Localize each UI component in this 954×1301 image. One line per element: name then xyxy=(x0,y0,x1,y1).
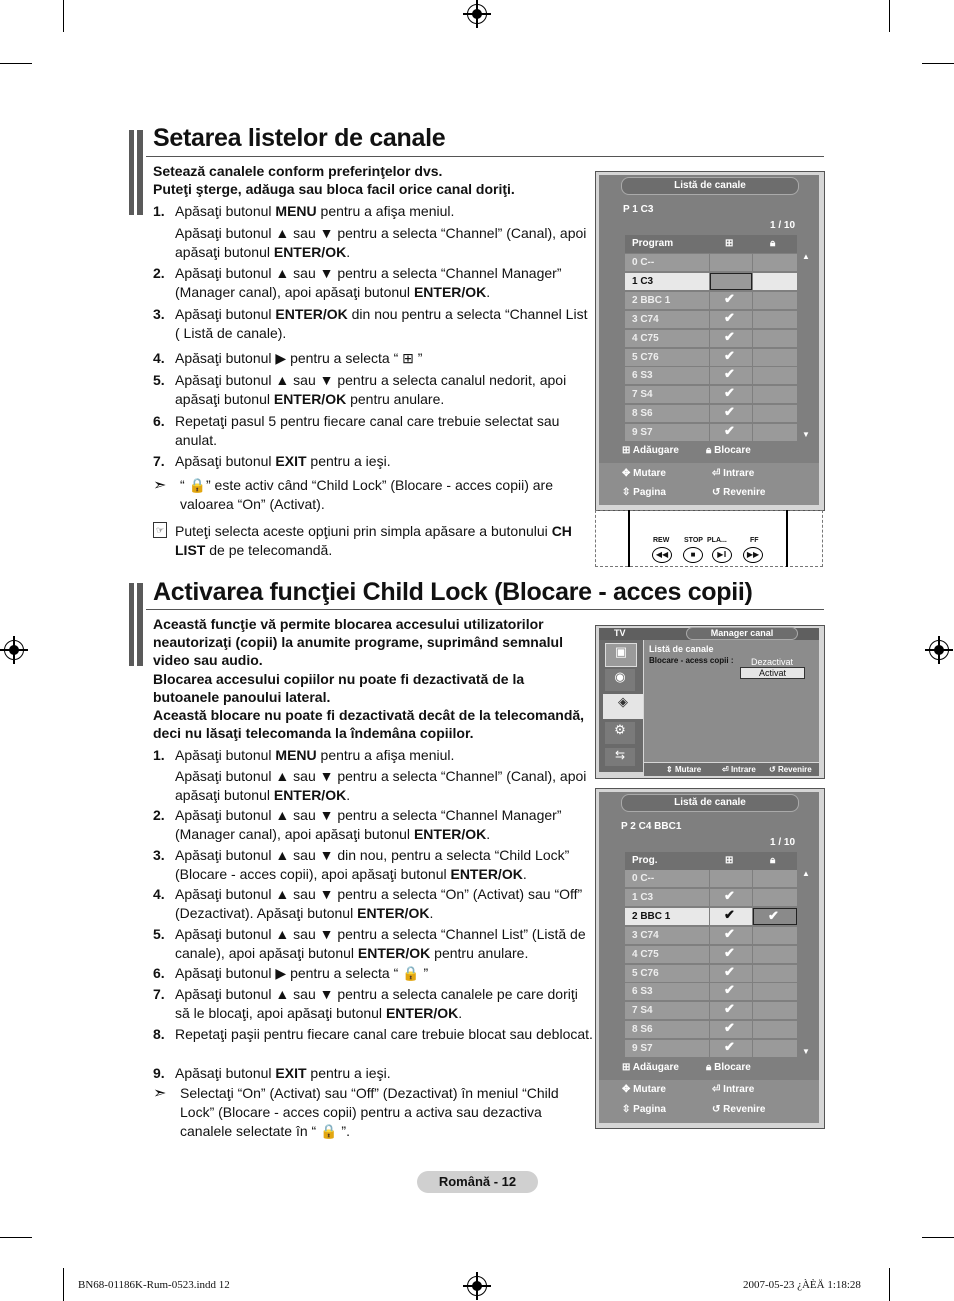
lock-cell[interactable] xyxy=(753,889,797,906)
channel-row[interactable] xyxy=(625,273,797,290)
section1-step xyxy=(153,202,593,221)
step-number: 3. xyxy=(153,847,165,863)
channel-label: 7 S4 xyxy=(625,386,709,403)
section-marker xyxy=(129,583,143,666)
channel-label: 6 S3 xyxy=(625,983,709,1000)
osd1-page: 1 / 10 xyxy=(770,220,796,231)
step-number: 1. xyxy=(153,747,165,763)
add-cell[interactable] xyxy=(710,946,752,963)
section2-intro-line: butoanele panoului lateral. xyxy=(153,688,331,705)
channel-label: 6 S3 xyxy=(625,367,709,384)
check-icon: ✔ xyxy=(724,404,735,420)
scroll-up-icon[interactable]: ▲ xyxy=(802,252,810,261)
add-cell[interactable] xyxy=(710,311,752,328)
channel-label: 1 C3 xyxy=(625,889,709,906)
step-text: Apăsaţi butonul ENTER/OK din nou pentru a selecta “Channel List ( Listă de canale). xyxy=(175,306,588,341)
channel-row[interactable] xyxy=(625,292,797,309)
osd3-lock: 🔒︎ Blocare xyxy=(706,1062,751,1073)
title-rule xyxy=(146,156,824,157)
check-icon: ✔ xyxy=(724,309,735,325)
channel-row[interactable] xyxy=(625,330,797,347)
rew-label: REW xyxy=(653,537,670,544)
section2-step xyxy=(153,746,593,765)
lock-cell[interactable] xyxy=(753,1040,797,1057)
channel-label: 3 C74 xyxy=(625,927,709,944)
step-number: 9. xyxy=(153,1065,165,1081)
registration-mark-icon xyxy=(467,1276,487,1296)
check-icon: ✔ xyxy=(724,963,735,979)
channel-label: 2 BBC 1 xyxy=(625,292,709,309)
osd2-title: Manager canal xyxy=(686,627,798,640)
osd3-header xyxy=(625,852,797,870)
step-text: Apăsaţi butonul ▲ sau ▼ pentru a selecta “Channel Manager” (Manager canal), apoi apăsaţi butonul ENTER/OK. xyxy=(175,265,562,300)
rewind-icon[interactable]: ◀◀ xyxy=(652,547,672,563)
check-icon: ✔ xyxy=(724,423,735,439)
channel-row[interactable] xyxy=(625,254,797,271)
channel-row[interactable] xyxy=(625,424,797,441)
registration-mark-icon xyxy=(467,4,487,24)
lock-cell[interactable] xyxy=(753,424,797,441)
step-number: 2. xyxy=(153,265,165,281)
channel-label: 8 S6 xyxy=(625,1021,709,1038)
add-icon: ⊞ xyxy=(725,238,734,249)
step-number: 5. xyxy=(153,372,165,388)
add-cell[interactable] xyxy=(710,983,752,1000)
check-icon: ✔ xyxy=(724,982,735,998)
add-cell[interactable] xyxy=(710,965,752,982)
check-icon: ✔ xyxy=(724,1039,735,1055)
section-marker xyxy=(129,130,143,215)
step-text: Apăsaţi butonul ▲ sau ▼ pentru a selecta canalele pe care doriţi să le blocaţi, apoi apăsaţi butonul ENTER/OK. xyxy=(175,986,578,1021)
lock-cell[interactable] xyxy=(753,311,797,328)
step-text: Apăsaţi butonul MENU pentru a afişa meniul. xyxy=(175,747,455,763)
add-cell[interactable] xyxy=(710,405,752,422)
step-text: Apăsaţi butonul ▲ sau ▼ pentru a selecta “Channel Manager” (Manager canal), apoi apăsaţi butonul ENTER/OK. xyxy=(175,807,562,842)
crop-mark xyxy=(889,1268,890,1301)
osd3-prog: P 2 C4 BBC1 xyxy=(621,821,682,832)
step-number: 4. xyxy=(153,350,165,366)
crop-mark xyxy=(63,1268,64,1301)
osd1-move: ✥ Mutare xyxy=(622,468,666,479)
add-cell[interactable] xyxy=(710,367,752,384)
check-icon: ✔ xyxy=(724,385,735,401)
section1-step xyxy=(153,224,593,262)
check-icon: ✔ xyxy=(724,944,735,960)
lock-cell[interactable] xyxy=(753,405,797,422)
section1-note-lock: “ 🔒” este activ când “Child Lock” (Blocare - acces copii) are valoarea “On” (Activat). xyxy=(180,477,554,512)
osd1-prog: P 1 C3 xyxy=(623,204,654,215)
check-icon: ✔ xyxy=(768,907,779,923)
section2-step xyxy=(153,806,593,844)
add-cell[interactable] xyxy=(710,889,752,906)
step-text: Apăsaţi butonul ▲ sau ▼ pentru a selecta “Channel List” (Listă de canale), apoi apăsaţi butonul ENTER/OK pentru anulare. xyxy=(175,926,586,961)
lock-cell[interactable] xyxy=(753,330,797,347)
osd2-item-channel-list[interactable]: Listă de canale xyxy=(649,644,714,654)
page-number-badge: Română - 12 xyxy=(417,1171,538,1193)
check-icon: ✔ xyxy=(724,1020,735,1036)
section1-step xyxy=(153,264,593,302)
channel-row[interactable] xyxy=(625,870,797,887)
section2-step xyxy=(153,846,593,884)
osd3-title: Listă de canale xyxy=(621,794,799,812)
osd1-enter: ⏎ Intrare xyxy=(712,468,755,479)
channel-icon[interactable]: ◈ xyxy=(603,694,643,719)
ff-label: FF xyxy=(750,537,759,544)
channel-label: 3 C74 xyxy=(625,311,709,328)
channel-row[interactable] xyxy=(625,311,797,328)
lock-cell[interactable] xyxy=(753,273,797,290)
step-text: Apăsaţi butonul ▲ sau ▼ din nou, pentru a selecta “Child Lock” (Blocare - acces copii), apoi apăsaţi butonul ENTER/OK. xyxy=(175,847,570,882)
add-cell[interactable] xyxy=(710,349,752,366)
fast-forward-icon[interactable]: ▶▶ xyxy=(743,547,763,563)
registration-mark-icon xyxy=(929,640,949,660)
section2-step xyxy=(153,1025,593,1044)
file-info: BN68-01186K-Rum-0523.indd 12 xyxy=(78,1279,230,1291)
lock-cell[interactable] xyxy=(753,254,797,271)
step-number: 7. xyxy=(153,986,165,1002)
option-off[interactable]: Dezactivat xyxy=(740,657,804,667)
section1-intro1: Setează canalele conform preferinţelor dvs. xyxy=(153,163,443,179)
osd1-back: ↺ Revenire xyxy=(712,487,766,498)
channel-label: 8 S6 xyxy=(625,405,709,422)
check-icon: ✔ xyxy=(724,1001,735,1017)
step-text: Repetaţi pasul 5 pentru fiecare canal care trebuie selectat sau anulat. xyxy=(175,413,560,448)
osd3-page-nav: ⇳ Pagina xyxy=(622,1104,666,1115)
lock-cell[interactable] xyxy=(753,349,797,366)
check-icon: ✔ xyxy=(724,328,735,344)
check-icon: ✔ xyxy=(724,887,735,903)
osd1-header xyxy=(625,235,797,253)
add-cell[interactable] xyxy=(710,273,752,290)
crop-mark xyxy=(0,1237,32,1238)
step-text: Apăsaţi butonul EXIT pentru a ieşi. xyxy=(175,453,391,469)
add-icon: ⊞ xyxy=(725,855,734,866)
channel-row[interactable] xyxy=(625,927,797,944)
picture-icon[interactable]: ▣ xyxy=(605,643,637,667)
section2-intro-line: Această blocare nu poate fi dezactivată decât de la telecomandă, xyxy=(153,707,585,723)
channel-row[interactable] xyxy=(625,386,797,403)
add-cell[interactable] xyxy=(710,424,752,441)
check-icon: ✔ xyxy=(724,366,735,382)
step-number: 3. xyxy=(153,306,165,322)
check-icon: ✔ xyxy=(724,906,735,922)
lock-cell[interactable] xyxy=(753,946,797,963)
step-text: Repetaţi paşii pentru fiecare canal care trebuie blocat sau deblocat. xyxy=(175,1026,593,1042)
add-cell[interactable] xyxy=(710,1040,752,1057)
section2-intro-line: neautorizaţi (copii) la anumite programe, suprimând semnalul xyxy=(153,634,563,651)
step-number: 6. xyxy=(153,965,165,981)
registration-mark-icon xyxy=(4,640,24,660)
hand-note-icon: ☞ xyxy=(153,522,167,538)
step-number: 6. xyxy=(153,413,165,429)
channel-row[interactable] xyxy=(625,405,797,422)
channel-label: 0 C-- xyxy=(625,254,709,271)
osd1-header-label: Program xyxy=(632,238,674,249)
section2-step xyxy=(153,964,593,983)
osd3-add: ⊞ Adăugare xyxy=(622,1062,679,1073)
channel-label: 5 C76 xyxy=(625,965,709,982)
step-number: 1. xyxy=(153,203,165,219)
section2-note: Selectaţi “On” (Activat) sau “Off” (Dezactivat) în meniul “Child Lock” (Blocare - acces copii) pentru a activa sau dezactiva canalele selectate în “ 🔒 ”. xyxy=(180,1085,559,1139)
crop-mark xyxy=(0,63,32,64)
section1-step xyxy=(153,349,593,368)
stop-label: STOP xyxy=(684,537,703,544)
channel-row[interactable] xyxy=(625,983,797,1000)
osd3-enter: ⏎ Intrare xyxy=(712,1084,755,1095)
channel-row[interactable] xyxy=(625,1002,797,1019)
lock-icon: 🔒︎ xyxy=(770,238,776,249)
step-text: Apăsaţi butonul ▲ sau ▼ pentru a selecta canalul nedorit, apoi apăsaţi butonul ENTER/OK pentru anulare. xyxy=(175,372,567,407)
osd1-page-nav: ⇳ Pagina xyxy=(622,487,666,498)
add-cell[interactable] xyxy=(710,1002,752,1019)
osd2-enter: ⏎ Intrare xyxy=(722,765,756,774)
channel-label: 7 S4 xyxy=(625,1002,709,1019)
osd1-add: ⊞ Adăugare xyxy=(622,445,679,456)
lock-cell[interactable] xyxy=(753,386,797,403)
channel-row[interactable] xyxy=(625,965,797,982)
crop-mark xyxy=(922,1237,954,1238)
section1-intro2: Puteţi şterge, adăuga sau bloca facil orice canal doriţi. xyxy=(153,181,515,197)
add-cell[interactable] xyxy=(710,1021,752,1038)
arrow-note-icon: ➣ xyxy=(153,1085,167,1102)
sound-icon[interactable]: ◉ xyxy=(605,669,635,691)
add-cell[interactable] xyxy=(710,908,752,925)
step-text: Apăsaţi butonul EXIT pentru a ieşi. xyxy=(175,1065,391,1081)
lock-cell[interactable] xyxy=(753,367,797,384)
osd1-title: Listă de canale xyxy=(621,177,799,195)
option-on[interactable]: Activat xyxy=(740,667,805,679)
lock-cell[interactable] xyxy=(753,965,797,982)
section2-intro-line: deci nu lăsaţi telecomanda la îndemâna copiilor. xyxy=(153,725,474,742)
step-number: 4. xyxy=(153,886,165,902)
section2-title: Activarea funcţiei Child Lock (Blocare - acces copii) xyxy=(153,578,753,606)
section1-step xyxy=(153,371,593,409)
osd3-page: 1 / 10 xyxy=(770,837,796,848)
section2-step xyxy=(153,885,593,923)
channel-label: 4 C75 xyxy=(625,946,709,963)
step-text: Apăsaţi butonul ▲ sau ▼ pentru a selecta “Channel” (Canal), apoi apăsaţi butonul ENTER/OK. xyxy=(175,225,587,260)
channel-row[interactable] xyxy=(625,1021,797,1038)
play-label: PLA... xyxy=(707,537,727,544)
print-date: 2007-05-23 ¿ÀÈÄ 1:18:28 xyxy=(743,1279,861,1291)
crop-mark xyxy=(922,63,954,64)
check-icon: ✔ xyxy=(724,290,735,306)
setup-icon[interactable]: ⚙ xyxy=(605,722,635,744)
lock-icon: 🔒︎ xyxy=(770,855,776,866)
scroll-up-icon[interactable]: ▲ xyxy=(802,869,810,878)
channel-row[interactable] xyxy=(625,349,797,366)
lock-cell[interactable] xyxy=(753,983,797,1000)
osd2-move: ⇕ Mutare xyxy=(666,765,702,774)
lock-cell[interactable] xyxy=(753,927,797,944)
step-text: Apăsaţi butonul ▲ sau ▼ pentru a selecta “On” (Activat) sau “Off” (Dezactivat). Apăsaţi butonul ENTER/OK. xyxy=(175,886,583,921)
channel-row[interactable] xyxy=(625,889,797,906)
channel-label: 1 C3 xyxy=(625,273,709,290)
arrow-note-icon: ➣ xyxy=(153,477,167,494)
step-number: 2. xyxy=(153,807,165,823)
title-rule xyxy=(146,609,824,610)
lock-cell[interactable] xyxy=(753,1021,797,1038)
channel-row[interactable] xyxy=(625,1040,797,1057)
channel-label: 4 C75 xyxy=(625,330,709,347)
add-cell[interactable] xyxy=(710,254,752,271)
check-icon: ✔ xyxy=(724,347,735,363)
crop-mark xyxy=(63,0,64,32)
lock-cell[interactable] xyxy=(753,292,797,309)
stop-icon[interactable]: ■ xyxy=(683,547,703,563)
play-pause-icon[interactable]: ▶‖ xyxy=(712,547,732,563)
section2-intro-line: Blocarea accesului copiilor nu poate fi dezactivată de la xyxy=(153,670,525,687)
lock-cell[interactable] xyxy=(753,908,797,925)
channel-label: 5 C76 xyxy=(625,349,709,366)
scroll-down-icon[interactable]: ▼ xyxy=(802,430,810,439)
section2-step xyxy=(153,767,593,805)
osd2-item-child-lock[interactable]: Blocare - acess copii : xyxy=(649,656,734,665)
section2-intro-line: Această funcţie vă permite blocarea accesului utilizatorilor xyxy=(153,616,544,632)
step-number: 8. xyxy=(153,1026,165,1042)
section1-step xyxy=(153,412,593,450)
step-number: 7. xyxy=(153,453,165,469)
osd2-tv: TV xyxy=(614,628,626,638)
channel-row[interactable] xyxy=(625,908,797,925)
osd3-move: ✥ Mutare xyxy=(622,1084,666,1095)
section2-intro-line: video sau audio. xyxy=(153,652,263,669)
osd3-header-label: Prog. xyxy=(632,855,658,866)
step-text: Apăsaţi butonul ▶ pentru a selecta “ 🔒 ” xyxy=(175,965,429,981)
section1-note-chlist: Puteţi selecta aceste opţiuni prin simpla apăsare a butonului CH LIST de pe telecomandă. xyxy=(175,523,572,558)
osd3-back: ↺ Revenire xyxy=(712,1104,766,1115)
add-cell[interactable] xyxy=(710,870,752,887)
channel-label: 2 BBC 1 xyxy=(625,908,709,925)
step-text: Apăsaţi butonul ▶ pentru a selecta “ ⊞ ” xyxy=(175,350,423,366)
crop-mark xyxy=(889,0,890,32)
scroll-down-icon[interactable]: ▼ xyxy=(802,1047,810,1056)
channel-label: 9 S7 xyxy=(625,1040,709,1057)
add-cell[interactable] xyxy=(710,386,752,403)
step-text: Apăsaţi butonul MENU pentru a afişa meniul. xyxy=(175,203,455,219)
step-text: Apăsaţi butonul ▲ sau ▼ pentru a selecta “Channel” (Canal), apoi apăsaţi butonul ENTER/OK. xyxy=(175,768,587,803)
section2-step xyxy=(153,925,593,963)
osd1-lock: 🔒︎ Blocare xyxy=(706,445,751,456)
channel-row[interactable] xyxy=(625,946,797,963)
section1-step xyxy=(153,452,593,471)
input-icon[interactable]: ⇆ xyxy=(605,748,635,766)
step-number: 5. xyxy=(153,926,165,942)
osd2-back: ↺ Revenire xyxy=(769,765,812,774)
add-cell[interactable] xyxy=(710,927,752,944)
lock-cell[interactable] xyxy=(753,1002,797,1019)
channel-label: 9 S7 xyxy=(625,424,709,441)
add-cell[interactable] xyxy=(710,292,752,309)
section1-title: Setarea listelor de canale xyxy=(153,124,446,152)
add-cell[interactable] xyxy=(710,330,752,347)
section2-step xyxy=(153,985,593,1023)
lock-cell[interactable] xyxy=(753,870,797,887)
section2-step xyxy=(153,1064,593,1083)
check-icon: ✔ xyxy=(724,925,735,941)
channel-row[interactable] xyxy=(625,367,797,384)
section1-step xyxy=(153,305,593,343)
channel-label: 0 C-- xyxy=(625,870,709,887)
